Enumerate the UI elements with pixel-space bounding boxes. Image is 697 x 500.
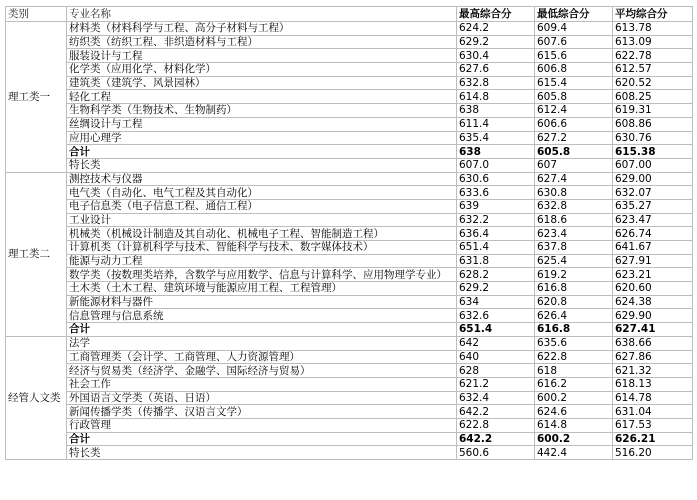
table-row — [6, 391, 693, 405]
max-score-cell: 632.6 — [457, 309, 535, 323]
table-row — [6, 418, 693, 432]
min-score-cell: 627.2 — [535, 131, 613, 145]
min-score-cell: 606.8 — [535, 63, 613, 77]
total-row — [6, 145, 693, 159]
avg-score-cell: 614.78 — [613, 391, 693, 405]
max-score-cell: 628 — [457, 364, 535, 378]
min-score-cell: 620.8 — [535, 295, 613, 309]
min-score-cell: 616.8 — [535, 282, 613, 296]
max-score-cell: 636.4 — [457, 227, 535, 241]
header-max-score: 最高综合分 — [457, 7, 535, 22]
avg-score-cell: 608.25 — [613, 90, 693, 104]
min-score-cell: 625.4 — [535, 254, 613, 268]
total-row — [6, 323, 693, 337]
table-row — [6, 90, 693, 104]
max-score-cell: 651.4 — [457, 323, 535, 337]
major-cell: 轻化工程 — [67, 90, 457, 104]
major-cell: 工商管理类（会计学、工商管理、人力资源管理） — [67, 350, 457, 364]
min-score-cell: 612.4 — [535, 104, 613, 118]
table-row — [6, 172, 693, 186]
max-score-cell: 622.8 — [457, 418, 535, 432]
avg-score-cell: 619.31 — [613, 104, 693, 118]
max-score-cell: 624.2 — [457, 22, 535, 36]
avg-score-cell: 613.78 — [613, 22, 693, 36]
major-cell: 经济与贸易类（经济学、金融学、国际经济与贸易） — [67, 364, 457, 378]
major-cell: 能源与动力工程 — [67, 254, 457, 268]
avg-score-cell: 613.09 — [613, 35, 693, 49]
avg-score-cell: 638.66 — [613, 336, 693, 350]
major-cell: 生物科学类（生物技术、生物制药） — [67, 104, 457, 118]
min-score-cell: 632.8 — [535, 199, 613, 213]
max-score-cell: 634 — [457, 295, 535, 309]
major-cell: 外国语言文学类（英语、日语） — [67, 391, 457, 405]
major-cell: 特长类 — [67, 446, 457, 460]
header-category: 类别 — [6, 7, 67, 22]
table-row — [6, 22, 693, 36]
max-score-cell: 611.4 — [457, 117, 535, 131]
max-score-cell: 638 — [457, 104, 535, 118]
max-score-cell: 630.6 — [457, 172, 535, 186]
min-score-cell: 616.8 — [535, 323, 613, 337]
min-score-cell: 624.6 — [535, 405, 613, 419]
major-cell: 合计 — [67, 323, 457, 337]
category-cell: 理工类一 — [6, 22, 67, 173]
avg-score-cell: 620.60 — [613, 282, 693, 296]
min-score-cell: 614.8 — [535, 418, 613, 432]
major-cell: 材料类（材料科学与工程、高分子材料与工程） — [67, 22, 457, 36]
table-row — [6, 446, 693, 460]
avg-score-cell: 629.90 — [613, 309, 693, 323]
max-score-cell: 629.2 — [457, 35, 535, 49]
avg-score-cell: 622.78 — [613, 49, 693, 63]
min-score-cell: 623.4 — [535, 227, 613, 241]
avg-score-cell: 631.04 — [613, 405, 693, 419]
major-cell: 新闻传播学类（传播学、汉语言文学） — [67, 405, 457, 419]
max-score-cell: 632.4 — [457, 391, 535, 405]
table-row — [6, 309, 693, 323]
max-score-cell: 642.2 — [457, 405, 535, 419]
max-score-cell: 638 — [457, 145, 535, 159]
major-cell: 电气类（自动化、电气工程及其自动化） — [67, 186, 457, 200]
min-score-cell: 637.8 — [535, 241, 613, 255]
min-score-cell: 607 — [535, 158, 613, 172]
min-score-cell: 600.2 — [535, 391, 613, 405]
avg-score-cell: 627.91 — [613, 254, 693, 268]
total-row — [6, 432, 693, 446]
max-score-cell: 635.4 — [457, 131, 535, 145]
min-score-cell: 600.2 — [535, 432, 613, 446]
major-cell: 数学类（按数理类培养，含数学与应用数学、信息与计算科学、应用物理学专业） — [67, 268, 457, 282]
max-score-cell: 560.6 — [457, 446, 535, 460]
major-cell: 信息管理与信息系统 — [67, 309, 457, 323]
category-cell: 经管人文类 — [6, 336, 67, 459]
major-cell: 合计 — [67, 145, 457, 159]
avg-score-cell: 626.21 — [613, 432, 693, 446]
major-cell: 合计 — [67, 432, 457, 446]
avg-score-cell: 632.07 — [613, 186, 693, 200]
min-score-cell: 619.2 — [535, 268, 613, 282]
min-score-cell: 605.8 — [535, 145, 613, 159]
table-row — [6, 131, 693, 145]
max-score-cell: 642 — [457, 336, 535, 350]
major-cell: 建筑类（建筑学、风景园林） — [67, 76, 457, 90]
min-score-cell: 442.4 — [535, 446, 613, 460]
min-score-cell: 607.6 — [535, 35, 613, 49]
min-score-cell: 605.8 — [535, 90, 613, 104]
max-score-cell: 633.6 — [457, 186, 535, 200]
min-score-cell: 626.4 — [535, 309, 613, 323]
avg-score-cell: 607.00 — [613, 158, 693, 172]
max-score-cell: 632.8 — [457, 76, 535, 90]
table-row — [6, 213, 693, 227]
avg-score-cell: 623.47 — [613, 213, 693, 227]
major-cell: 测控技术与仪器 — [67, 172, 457, 186]
major-cell: 计算机类（计算机科学与技术、智能科学与技术、数字媒体技术） — [67, 241, 457, 255]
table-row — [6, 295, 693, 309]
major-cell: 特长类 — [67, 158, 457, 172]
max-score-cell: 632.2 — [457, 213, 535, 227]
max-score-cell: 614.8 — [457, 90, 535, 104]
avg-score-cell: 516.20 — [613, 446, 693, 460]
min-score-cell: 622.8 — [535, 350, 613, 364]
major-cell: 土木类（土木工程、建筑环境与能源应用工程、工程管理） — [67, 282, 457, 296]
max-score-cell: 627.6 — [457, 63, 535, 77]
table-row — [6, 186, 693, 200]
table-row — [6, 364, 693, 378]
header-row — [6, 7, 693, 22]
avg-score-cell: 615.38 — [613, 145, 693, 159]
major-cell: 社会工作 — [67, 377, 457, 391]
table-row — [6, 63, 693, 77]
avg-score-cell: 626.74 — [613, 227, 693, 241]
avg-score-cell: 620.52 — [613, 76, 693, 90]
min-score-cell: 618.6 — [535, 213, 613, 227]
major-cell: 法学 — [67, 336, 457, 350]
table-header — [6, 7, 693, 22]
avg-score-cell: 618.13 — [613, 377, 693, 391]
table-row — [6, 241, 693, 255]
max-score-cell: 640 — [457, 350, 535, 364]
avg-score-cell: 635.27 — [613, 199, 693, 213]
major-cell: 新能源材料与器件 — [67, 295, 457, 309]
table-row — [6, 336, 693, 350]
major-cell: 化学类（应用化学、材料化学） — [67, 63, 457, 77]
header-avg-score: 平均综合分 — [613, 7, 693, 22]
table-row — [6, 254, 693, 268]
major-cell: 纺织类（纺织工程、非织造材料与工程） — [67, 35, 457, 49]
major-cell: 行政管理 — [67, 418, 457, 432]
table-row — [6, 35, 693, 49]
avg-score-cell: 641.67 — [613, 241, 693, 255]
min-score-cell: 618 — [535, 364, 613, 378]
table-row — [6, 350, 693, 364]
avg-score-cell: 608.86 — [613, 117, 693, 131]
table-row — [6, 405, 693, 419]
admission-score-table — [5, 6, 693, 460]
avg-score-cell: 621.32 — [613, 364, 693, 378]
table-row — [6, 158, 693, 172]
min-score-cell: 615.6 — [535, 49, 613, 63]
major-cell: 丝绸设计与工程 — [67, 117, 457, 131]
max-score-cell: 630.4 — [457, 49, 535, 63]
table-row — [6, 104, 693, 118]
avg-score-cell: 629.00 — [613, 172, 693, 186]
min-score-cell: 609.4 — [535, 22, 613, 36]
major-cell: 机械类（机械设计制造及其自动化、机械电子工程、智能制造工程） — [67, 227, 457, 241]
min-score-cell: 627.4 — [535, 172, 613, 186]
table-row — [6, 268, 693, 282]
max-score-cell: 628.2 — [457, 268, 535, 282]
max-score-cell: 631.8 — [457, 254, 535, 268]
table-row — [6, 199, 693, 213]
max-score-cell: 642.2 — [457, 432, 535, 446]
avg-score-cell: 623.21 — [613, 268, 693, 282]
table-row — [6, 282, 693, 296]
avg-score-cell: 612.57 — [613, 63, 693, 77]
min-score-cell: 630.8 — [535, 186, 613, 200]
avg-score-cell: 617.53 — [613, 418, 693, 432]
min-score-cell: 615.4 — [535, 76, 613, 90]
max-score-cell: 639 — [457, 199, 535, 213]
major-cell: 应用心理学 — [67, 131, 457, 145]
min-score-cell: 635.6 — [535, 336, 613, 350]
max-score-cell: 629.2 — [457, 282, 535, 296]
major-cell: 电子信息类（电子信息工程、通信工程） — [67, 199, 457, 213]
max-score-cell: 651.4 — [457, 241, 535, 255]
avg-score-cell: 627.86 — [613, 350, 693, 364]
table-row — [6, 117, 693, 131]
avg-score-cell: 624.38 — [613, 295, 693, 309]
table-body — [6, 22, 693, 460]
header-major: 专业名称 — [67, 7, 457, 22]
table-row — [6, 377, 693, 391]
header-min-score: 最低综合分 — [535, 7, 613, 22]
table-row — [6, 76, 693, 90]
min-score-cell: 606.6 — [535, 117, 613, 131]
max-score-cell: 607.0 — [457, 158, 535, 172]
major-cell: 工业设计 — [67, 213, 457, 227]
max-score-cell: 621.2 — [457, 377, 535, 391]
table-row — [6, 49, 693, 63]
major-cell: 服装设计与工程 — [67, 49, 457, 63]
avg-score-cell: 630.76 — [613, 131, 693, 145]
min-score-cell: 616.2 — [535, 377, 613, 391]
avg-score-cell: 627.41 — [613, 323, 693, 337]
table-row — [6, 227, 693, 241]
category-cell: 理工类二 — [6, 172, 67, 336]
